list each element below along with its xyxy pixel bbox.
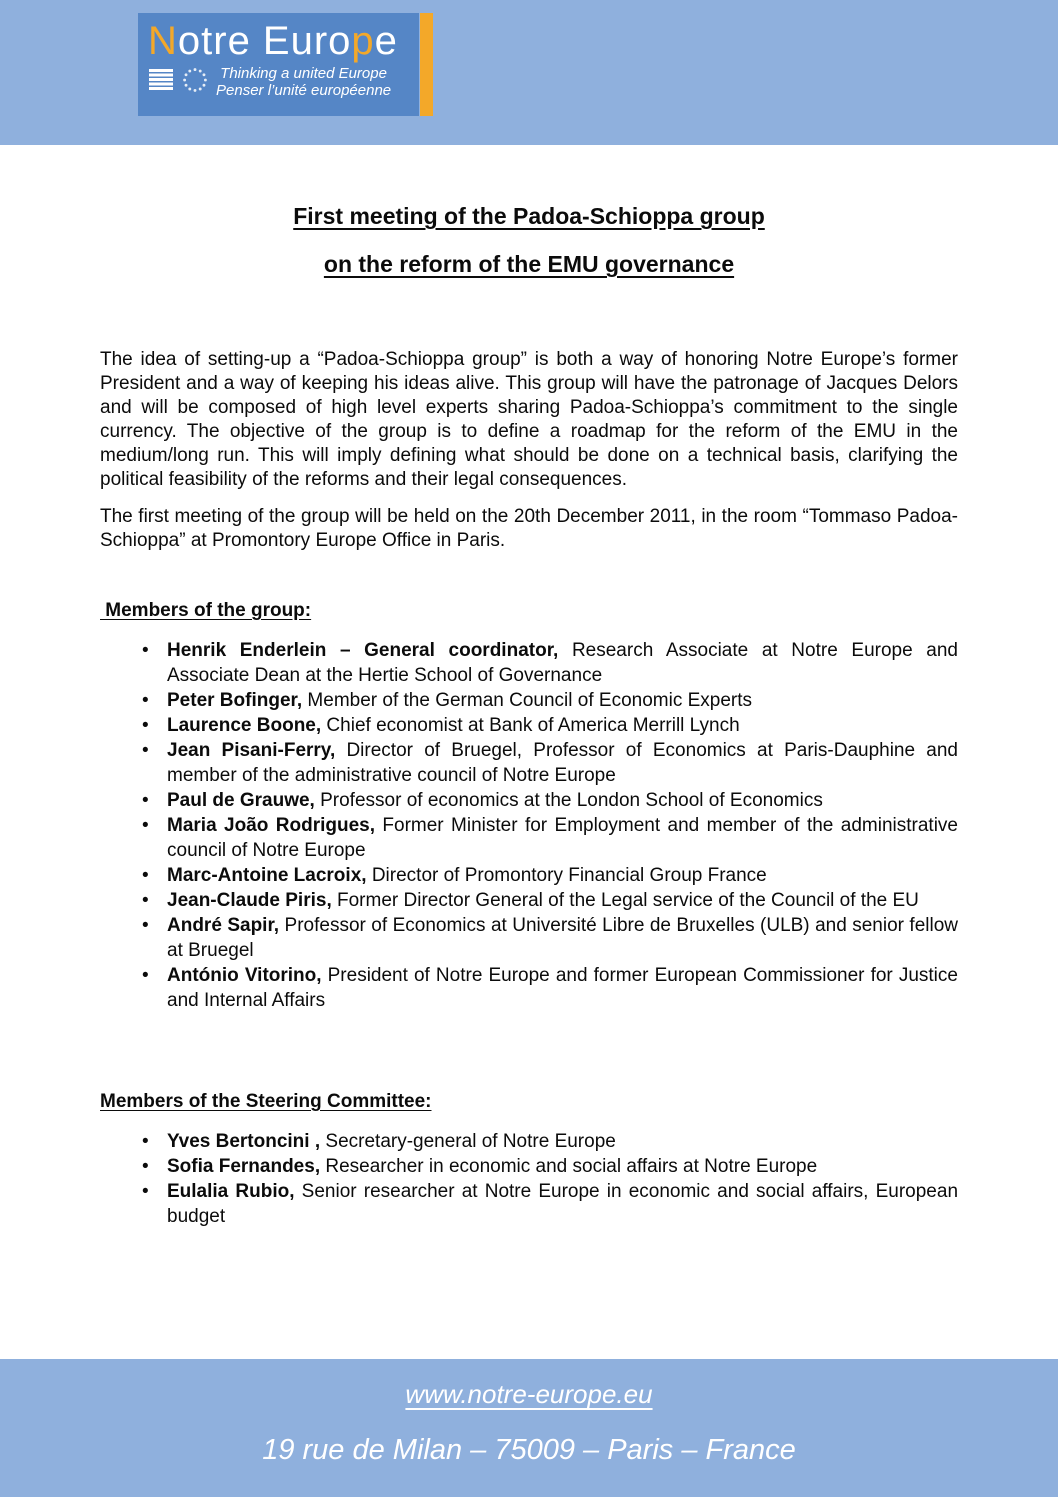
member-item <box>137 638 958 688</box>
member-desc: Director of Bruegel, Professor of Economics at Paris-Dauphine and member of the administrative council of Notre Europe <box>167 740 958 786</box>
member-item <box>137 963 958 1013</box>
logo-taglines <box>216 65 391 99</box>
brand-end: e <box>374 19 398 63</box>
footer-banner <box>0 1359 1058 1497</box>
members-group-list <box>100 638 958 1013</box>
member-desc: Research Associate at Notre Europe and Associate Dean at the Hertie School of Governance <box>167 640 958 686</box>
member-name: Eulalia Rubio, <box>167 1181 295 1202</box>
website-link[interactable]: www.notre-europe.eu <box>405 1379 653 1409</box>
eu-stars-icon <box>182 67 208 98</box>
steering-committee-heading: Members of the Steering Committee: <box>100 1091 432 1112</box>
member-desc: Professor of Economics at Université Libre de Bruxelles (ULB) and senior fellow at Bruegel <box>167 915 959 961</box>
document-lines-icon <box>148 67 174 98</box>
member-item <box>137 813 958 863</box>
member-name: Jean-Claude Piris, <box>167 890 332 911</box>
member-desc: Chief economist at Bank of America Merrill Lynch <box>321 715 740 736</box>
member-desc: Senior researcher at Notre Europe in economic and social affairs, European budget <box>167 1181 959 1227</box>
member-desc: Former Director General of the Legal service of the Council of the EU <box>331 890 919 911</box>
member-item <box>137 1179 958 1229</box>
member-item <box>137 1154 958 1179</box>
member-name: Peter Bofinger, <box>167 690 303 711</box>
member-name: António Vitorino, <box>167 965 322 986</box>
brand-letter-n: N <box>148 19 178 63</box>
member-item <box>137 738 958 788</box>
address-line: 19 rue de Milan – 75009 – Paris – France <box>262 1434 796 1466</box>
header-banner <box>0 0 1058 145</box>
brand-letter-p: p <box>351 19 375 63</box>
document-title-line2: on the reform of the EMU governance <box>323 251 735 277</box>
member-name: Henrik Enderlein – General coordinator, <box>167 640 559 661</box>
member-desc: President of Notre Europe and former European Commissioner for Justice and Internal Affairs <box>167 965 958 1011</box>
tagline-en: Thinking a united Europe <box>220 65 387 82</box>
logo-accent-bar <box>420 13 433 116</box>
member-name: Paul de Grauwe, <box>167 790 315 811</box>
member-item <box>137 913 958 963</box>
member-name: Yves Bertoncini , <box>167 1131 321 1152</box>
member-name: Maria João Rodrigues, <box>167 815 376 836</box>
intro-paragraph-1: The idea of setting-up a “Padoa-Schioppa group” is both a way of honoring Notre Europe’s former President and a way of keeping his ideas alive. This group will have the patronage of Jacques Delors and will be composed of high level experts sharing Padoa-Schioppa’s commitment to the single currency. The objective of the group is to define a roadmap for the reform of the EMU in the medium/long run. This will imply defining what should be done on a technical basis, clarifying the political feasibility of the reforms and their legal consequences. <box>100 349 958 490</box>
member-item <box>137 788 958 813</box>
member-desc: Former Minister for Employment and member of the administrative council of Notre Europe <box>167 815 958 861</box>
brand-mid: otre Euro <box>177 19 352 63</box>
members-group-heading: Members of the group: <box>100 600 312 621</box>
document-body <box>100 145 958 1229</box>
member-item <box>137 1129 958 1154</box>
member-name: André Sapir, <box>167 915 280 936</box>
logo-tag-row <box>138 65 419 99</box>
member-name: Sofia Fernandes, <box>167 1156 321 1177</box>
notre-europe-logo <box>138 13 419 116</box>
member-desc: Professor of economics at the London School of Economics <box>314 790 823 811</box>
member-desc: Director of Promontory Financial Group France <box>366 865 767 886</box>
intro-paragraph-2: The first meeting of the group will be held on the 20th December 2011, in the room “Tommaso Padoa-Schioppa” at Promontory Europe Office in Paris. <box>100 506 958 551</box>
member-name: Marc-Antoine Lacroix, <box>167 865 367 886</box>
member-name: Jean Pisani-Ferry, <box>167 740 336 761</box>
member-desc: Member of the German Council of Economic Experts <box>302 690 753 711</box>
member-desc: Researcher in economic and social affairs at Notre Europe <box>320 1156 818 1177</box>
tagline-fr: Penser l’unité européenne <box>216 82 392 99</box>
member-item <box>137 713 958 738</box>
brand-name <box>138 13 419 61</box>
steering-committee-list <box>100 1129 958 1229</box>
member-desc: Secretary-general of Notre Europe <box>320 1131 616 1152</box>
member-item <box>137 688 958 713</box>
document-title-line1: First meeting of the Padoa-Schioppa group <box>293 203 765 229</box>
member-item <box>137 863 958 888</box>
member-item <box>137 888 958 913</box>
member-name: Laurence Boone, <box>167 715 322 736</box>
